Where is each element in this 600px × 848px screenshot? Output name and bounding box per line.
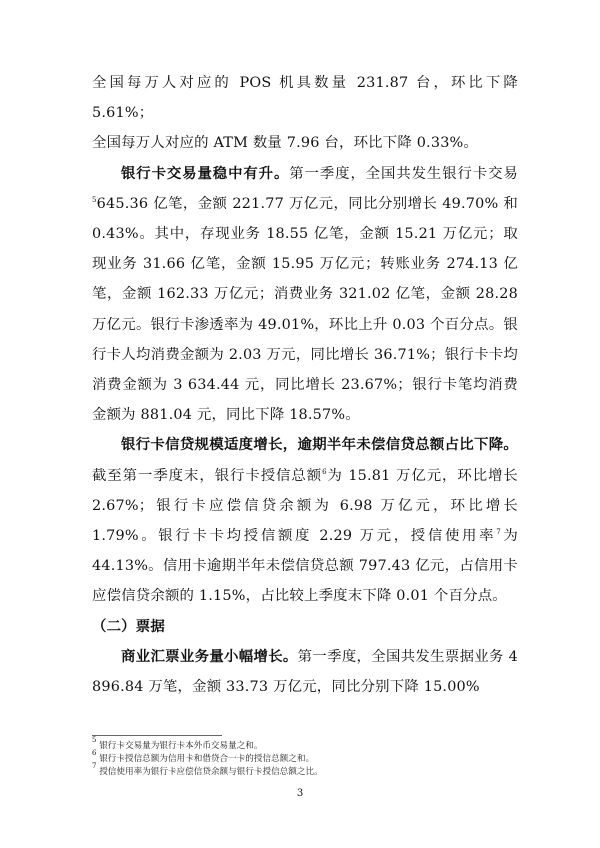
- paragraph-pos-atm: [92, 68, 518, 159]
- paragraph-commercial-bills: 商业汇票业务量小幅增长。第一季度，全国共发生票据业务 4 896.84 万笔，金额 33.73 万亿元，同比分别下降 15.00%: [92, 648, 519, 696]
- footnote-ref-6: 6: [322, 467, 327, 476]
- paragraph-bank-card-credit: 银行卡信贷规模适度增长，逾期半年未偿信贷总额占比下降。截至第一季度末，银行卡授信总额$^6$为 15.81 万亿元，环比增长 2.67%；银行卡应偿信贷余额为 6.98 万亿元，环比增长 1.79%。银行卡卡均授信额度 2.29 万元，授信使用率$^7$为 44.13%。信用卡逾期半年未偿信贷总额 797.43 亿元，占信用卡应偿信贷余额的 1.15%，占比较上季度末下降 0.01 个百分点。: [92, 437, 518, 605]
- paragraph-heading: 商业汇票业务量小幅增长。: [121, 648, 298, 665]
- footnotes: [92, 736, 522, 779]
- footnote-divider: [92, 735, 222, 736]
- section-heading: （二）票据: [92, 618, 165, 635]
- footnote-ref-7: 7: [496, 528, 501, 537]
- footnote-item: $^5$ 银行卡交易量为银行卡本外币交易量之和。: [92, 736, 263, 751]
- body-text: [92, 68, 518, 702]
- pos-line: 全国每万人对应的 POS 机具数量 231.87 台，环比下降 5.61%；: [92, 75, 518, 122]
- paragraph-bank-card-transactions: 银行卡交易量稳中有升。第一季度，全国共发生银行卡交易$^5$645.36 亿笔，金额 221.77 万亿元，同比分别增长 49.70% 和 0.43%。其中，存现业务 18.55 亿笔，金额 15.21 万亿元；取现业务 31.66 亿笔，金额 15.95 万亿元；转账业务 274.13 亿笔，金额 162.33 万亿元；消费业务 321.02 亿笔，金额 28.28 万亿元。银行卡渗透率为 49.01%，环比上升 0.03 个百分点。银行卡人均消费金额为 2.03 万元，同比增长 36.71%；银行卡卡均消费金额为 3 634.44 元，同比增长 23.67%；银行卡笔均消费金额为 881.04 元，同比下降 18.57%。: [92, 165, 518, 424]
- paragraph-heading: 银行卡交易量稳中有升。: [121, 165, 290, 182]
- atm-line: 全国每万人对应的 ATM 数量 7.96 台，环比下降 0.33%。: [92, 135, 479, 152]
- paragraph-heading: 银行卡信贷规模适度增长，逾期半年未偿信贷总额占比下降。: [121, 437, 518, 454]
- footnote-ref-5: 5: [92, 195, 97, 204]
- footnote-item: $^7$ 授信使用率为银行卡应偿信贷余额与银行卡授信总额之比。: [92, 762, 323, 777]
- page-number: 3: [296, 788, 304, 799]
- footnote-item: $^6$ 银行卡授信总额为信用卡和借贷合一卡的授信总额之和。: [92, 749, 315, 764]
